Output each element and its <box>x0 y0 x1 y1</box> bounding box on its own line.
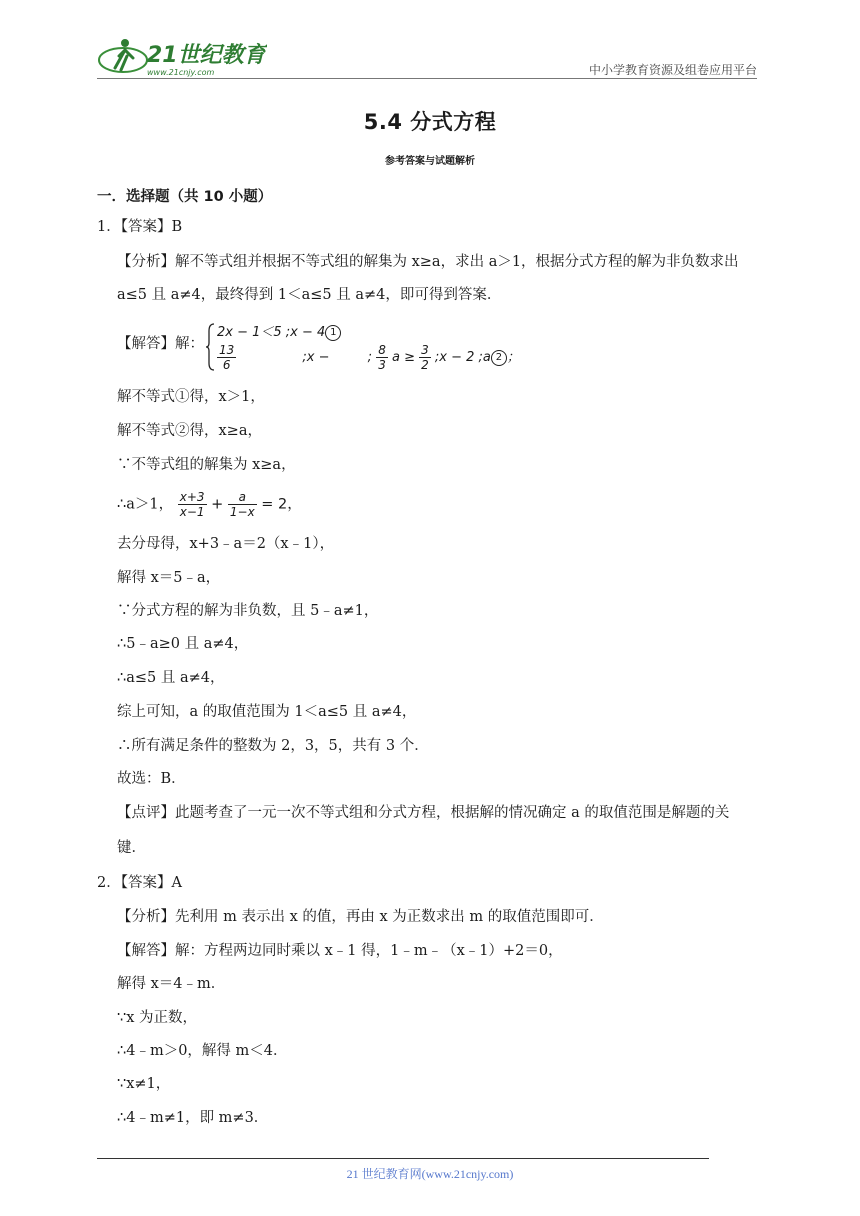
frac-den: 2 <box>421 358 429 372</box>
q1-step-10: 综上可知，a 的取值范围为 1＜a≤5 且 a≠4， <box>117 704 417 720</box>
q1-step-2: 解不等式②得，x≥a， <box>117 423 262 439</box>
q1-step-7: ∵分式方程的解为非负数，且 5﹣a≠1， <box>117 603 379 619</box>
frac-3-2 <box>419 343 431 372</box>
header-divider <box>97 78 757 79</box>
q2-step-1: 解得 x＝4﹣m． <box>117 976 226 992</box>
section-heading: 一．选择题（共 10 小题） <box>97 189 273 205</box>
q1-step-6: 解得 x＝5﹣a， <box>117 570 221 586</box>
step4-rhs: = 2， <box>261 496 302 513</box>
page-subtitle: 参考答案与试题解析 <box>385 156 475 167</box>
q1-system-row2 <box>217 343 520 372</box>
logo-graphic <box>97 34 267 78</box>
q1-step-3: ∵不等式组的解集为 x≥a， <box>117 457 296 473</box>
frac-num: a <box>228 490 257 505</box>
q2-step-3: ∴4﹣m＞0，解得 m＜4． <box>117 1043 288 1059</box>
q1-solve-label: 【解答】解： <box>117 336 204 352</box>
frac-x3-x1 <box>178 490 207 519</box>
circle-2-icon: 2 <box>491 350 507 366</box>
frac-num: x+3 <box>179 490 205 504</box>
frac-num: 13 <box>219 343 235 357</box>
sys-row1-text: 2x − 1＜5 ;x − 4 <box>217 325 326 340</box>
q2-step-4: ∵x≠1， <box>117 1076 171 1092</box>
frac-den: 1−x <box>229 505 255 519</box>
q2-solve: 【解答】解：方程两边同时乘以 x﹣1 得，1﹣m﹣（x﹣1）+2＝0， <box>117 943 563 959</box>
logo-text: 21世纪教育 <box>147 43 266 68</box>
footer-divider <box>97 1158 709 1159</box>
sys-row2-c: a ≥ <box>391 350 415 365</box>
circle-1-icon: 1 <box>325 325 341 341</box>
page-header <box>97 30 757 82</box>
brace-icon <box>205 323 215 371</box>
q1-step-5: 去分母得，x+3﹣a＝2（x﹣1）， <box>117 536 335 552</box>
frac-den: 6 <box>222 358 231 372</box>
q2-step-5: ∴4﹣m≠1，即 m≠3． <box>117 1110 269 1126</box>
step4-prefix: ∴a＞1， <box>117 496 174 513</box>
q1-step-4 <box>117 490 302 519</box>
frac-a-1x <box>228 490 257 519</box>
q2-step-2: ∵x 为正数， <box>117 1010 198 1026</box>
q1-comment-line2: 键． <box>117 840 146 856</box>
q1-analysis-line1: 【分析】解不等式组并根据不等式组的解集为 x≥a，求出 a＞1，根据分式方程的解为非负数求出 <box>117 254 739 270</box>
q1-step-1: 解不等式①得，x＞1， <box>117 389 265 405</box>
q1-step-11: ∴所有满足条件的整数为 2，3，5，共有 3 个． <box>117 738 429 754</box>
q1-answer: 1．【答案】B <box>97 219 183 235</box>
frac-den: 3 <box>378 358 386 372</box>
frac-num: 3 <box>421 343 429 357</box>
q1-analysis-line2: a≤5 且 a≠4，最终得到 1＜a≤5 且 a≠4，即可得到答案． <box>117 287 502 303</box>
q1-step-8: ∴5﹣a≥0 且 a≠4， <box>117 636 249 652</box>
footer-link[interactable]: 21 世纪教育网(www.21cnjy.com) <box>346 1167 514 1181</box>
frac-13-6 <box>217 343 236 372</box>
header-site-name: 中小学教育资源及组卷应用平台 <box>588 63 757 77</box>
q2-analysis: 【分析】先利用 m 表示出 x 的值，再由 x 为正数求出 m 的取值范围即可． <box>117 909 604 925</box>
q1-system-row1 <box>217 321 341 341</box>
logo <box>97 34 267 78</box>
frac-num: 8 <box>378 343 386 357</box>
logo-url: www.21cnjy.com <box>147 68 215 77</box>
sys-end: ； <box>506 350 520 365</box>
frac-8-3 <box>376 343 388 372</box>
plus-sign: + <box>211 496 224 513</box>
q1-step-12: 故选：B． <box>117 771 186 787</box>
q1-comment-line1: 【点评】此题考查了一元一次不等式组和分式方程，根据解的情况确定 a 的取值范围是解题的关 <box>117 805 730 821</box>
sys-row2-a: ;x − <box>302 350 330 365</box>
q2-answer: 2．【答案】A <box>97 875 182 891</box>
q1-step-9: ∴a≤5 且 a≠4， <box>117 670 225 686</box>
sys-row2-d: ;x − 2 ;a <box>434 350 491 365</box>
sys-row2-b: ; <box>367 350 373 365</box>
page-title: 5.4 分式方程 <box>363 110 497 134</box>
q1-inequality-system <box>117 319 557 375</box>
frac-den: x−1 <box>179 505 205 519</box>
